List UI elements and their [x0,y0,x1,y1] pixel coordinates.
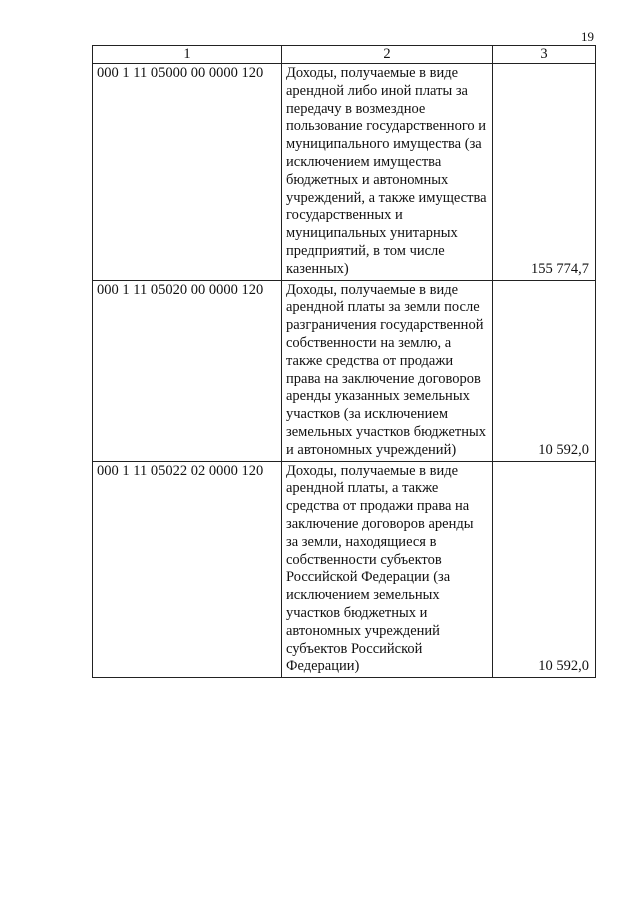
page-number: 19 [581,29,594,44]
revenue-amount: 10 592,0 [493,280,596,461]
revenue-description: Доходы, получаемые в виде арендной платы за земли после разграничения государственной собственности на землю, а также средства от продажи права на заключение договоров аренды указанных земельных участков (за исключением земельных участков бюджетных и автономных учреждений) [282,280,493,461]
budget-code: 000 1 11 05000 00 0000 120 [93,64,282,281]
table-header-row [93,46,596,64]
column-header-3: 3 [493,46,596,64]
revenue-table [92,45,596,678]
revenue-description: Доходы, получаемые в виде арендной либо иной платы за передачу в возмездное пользование государственного и муниципального имущества (за исключением имущества бюджетных и автономных учреждений, а также имущества государственных и муниципальных унитарных предприятий, в том числе казенных) [282,64,493,281]
column-header-1: 1 [93,46,282,64]
table-row [93,64,596,281]
revenue-amount: 10 592,0 [493,461,596,678]
column-header-2: 2 [282,46,493,64]
budget-code: 000 1 11 05020 00 0000 120 [93,280,282,461]
table-row [93,280,596,461]
budget-code: 000 1 11 05022 02 0000 120 [93,461,282,678]
table-row [93,461,596,678]
revenue-amount: 155 774,7 [493,64,596,281]
revenue-description: Доходы, получаемые в виде арендной платы, а также средства от продажи права на заключение договоров аренды за земли, находящиеся в собственности субъектов Российской Федерации (за исключением земельных участков бюджетных и автономных учреждений субъектов Российской Федерации) [282,461,493,678]
